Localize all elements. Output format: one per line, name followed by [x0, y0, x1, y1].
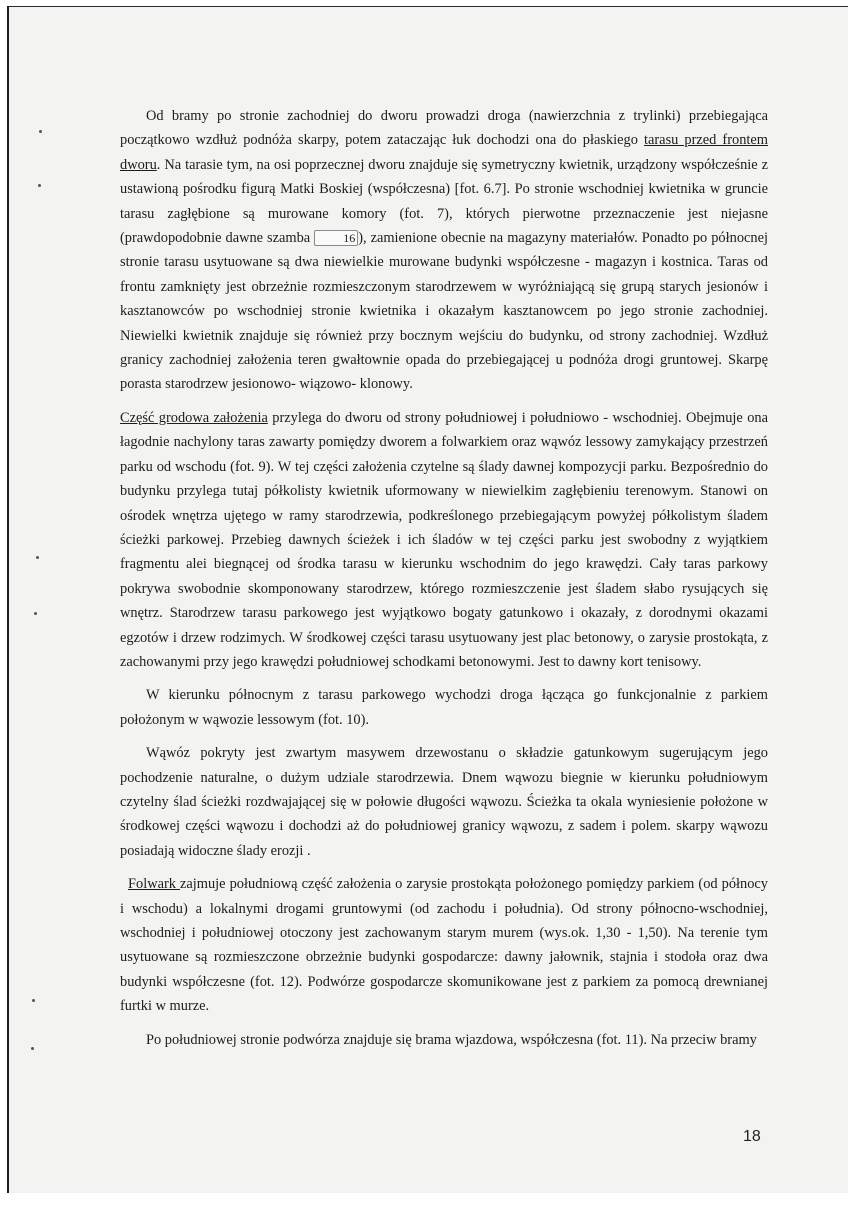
paragraph-6: Po południowej stronie podwórza znajduje się brama wjazdowa, współczesna (fot. 11). Na przeciw bramy: [146, 1031, 757, 1048]
scan-speck: [39, 130, 42, 133]
scan-speck: [38, 184, 41, 187]
scan-speck: [34, 612, 37, 615]
scan-speck: [36, 556, 39, 559]
scan-speck: [31, 1047, 34, 1050]
section-heading-term: Część grodowa założenia: [120, 409, 268, 426]
paragraph-5: Folwark zajmuje południową część założenia o zarysie prostokąta położonego pomiędzy parkiem (od północy i wschodu) a lokalnymi drogami gruntowymi (od zachodu i południa). Od strony północno-wschodniej, wschodniej i południowej otoczony jest zachowanym starym murem (wys.ok. 1,30 - 1,50). Na terenie tym usytuowane są rozmieszczone obrzeżnie budynki gospodarcze: dawny jałownik, stajnia i stodoła oraz dwa budynki współczesne (fot. 12). Podwórze gospodarcze skomunikowane jest z parkiem za pomocą drewnianej furtki w murze.: [120, 876, 768, 1015]
body-text: [120, 104, 768, 1061]
paragraph-2: Część grodowa założenia przylega do dworu od strony południowej i południowo - wschodniej. Obejmuje ona łagodnie nachylony taras zawarty pomiędzy dworem a folwarkiem oraz wąwóz lessowy zamykający przestrzeń parku od wschodu (fot. 9). W tej części założenia czytelne są ślady dawnej kompozycji parku. Bezpośrednio do budynku przylega tutaj półkolisty kwietnik uformowany w niewielkim zagłębieniu terenowym. Stanowi on ośrodek wnętrza ujętego w ramy starodrzewia, podkreślonego przebiegającym powyżej półkolistym śladem ścieżki parkowej. Przebieg dawnych ścieżek i ich śladów w tej części parku jest swobodny z wyjątkiem fragmentu alei biegnącej od środka tarasu w kierunku wschodnim do jego krawędzi. Cały taras parkowy pokrywa swobodnie skomponowany starodrzew, którego rozmieszczenie jest śladem słabo rysujących się wnętrz. Starodrzew tarasu parkowego jest wyjątkowo bogaty gatunkowo i okazały, z dorodnymi okazami egzotów i drzew rodzimych. W środkowej części tarasu usytuowany jest plac betonowy, o zarysie prostokąta, z zachowanymi przy jego krawędzi południowej schodkami betonowymi. Jest to dawny kort tenisowy.: [120, 409, 768, 670]
paragraph-4: Wąwóz pokryty jest zwartym masywem drzewostanu o składzie gatunkowym sugerującym jego pochodzenie naturalne, o dużym udziale starodrzewia. Dnem wąwozu biegnie w kierunku południowym czytelny ślad ścieżki rozdwajającej się w połowie długości wąwozu. Ścieżka ta okala wyniesienie położone w środkowej części wąwozu i dochodzi aż do południowej granicy wąwozu, z sadem i polem. skarpy wąwozu posiadają widoczne ślady erozji .: [120, 745, 768, 859]
footnote-marker: 16: [314, 230, 358, 246]
document-page: [7, 6, 848, 1193]
underlined-term: tarasu przed frontem dworu: [120, 132, 768, 173]
paragraph-3: W kierunku północnym z tarasu parkowego wychodzi droga łącząca go funkcjonalnie z parkiem położonym w wąwozie lessowym (fot. 10).: [120, 687, 768, 728]
paragraph-1: Od bramy po stronie zachodniej do dworu prowadzi droga (nawierzchnia z trylinki) przebiegająca początkowo wzdłuż podnóża skarpy, potem zataczając łuk dochodzi ona do płaskiego tarasu przed frontem dworu. Na tarasie tym, na osi poprzecznej dworu znajduje się symetryczny kwietnik, urządzony współcześnie z ustawioną pośrodku figurą Matki Boskiej (współczesna) [fot. 6.7]. Po stronie wschodniej kwietnika w gruncie tarasu zagłębione są murowane komory (fot. 7), których pierwotne przeznaczenie jest niejasne (prawdopodobnie dawne szamba 16 ), zamienione obecnie na magazyny materiałów. Ponadto po północnej stronie tarasu usytuowane są dwa niewielkie murowane budynki współczesne - magazyn i kostnica. Taras od frontu zamknięty jest obrzeżnie rozmieszczonym starodrzewem w wyróżniającą się grupą starych jesionów i kasztanowców po wschodniej stronie kwietnika i okazałym kasztanowcem po jego stronie zachodniej. Niewielki kwietnik znajduje się również przy bocznym wejściu do budynku, od strony zachodniej. Wzdłuż granicy zachodniej założenia teren gwałtownie opada do przebiegającej u podnóża drogi gruntowej. Skarpę porasta starodrzew jesionowo- wiązowo- klonowy.: [120, 108, 768, 393]
scan-speck: [32, 999, 35, 1002]
page-number: 18: [743, 1128, 761, 1145]
section-heading-term: Folwark: [128, 876, 181, 893]
